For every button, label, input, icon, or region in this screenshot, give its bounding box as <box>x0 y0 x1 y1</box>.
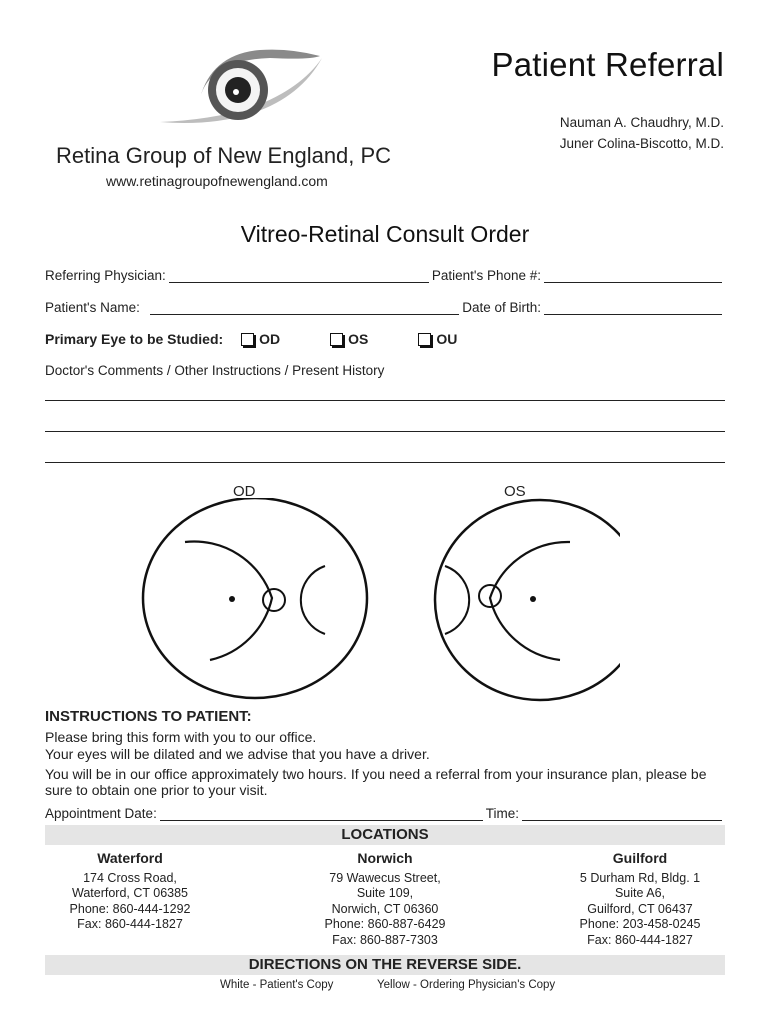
location-line: Fax: 860-444-1827 <box>587 932 693 947</box>
primary-eye-label: Primary Eye to be Studied: <box>45 331 224 347</box>
appointment-date-field[interactable] <box>160 807 483 821</box>
appointment-row <box>45 806 725 821</box>
referring-physician-label: Referring Physician: <box>45 268 166 283</box>
appointment-date-label: Appointment Date: <box>45 806 157 821</box>
checkbox-os-label: OS <box>348 331 369 347</box>
location-name: Waterford <box>97 850 163 866</box>
location-line: Norwich, CT 06360 <box>331 901 439 916</box>
location-waterford <box>50 851 210 933</box>
doctor-list <box>560 112 724 154</box>
checkbox-od-label: OD <box>259 331 281 347</box>
od-fundus-diagram <box>143 498 367 698</box>
patient-name-label: Patient's Name: <box>45 300 140 315</box>
website-link[interactable]: www.retinagroupofnewengland.com <box>106 173 328 189</box>
page-title: Patient Referral <box>491 46 724 83</box>
comments-line-1[interactable] <box>45 400 725 401</box>
patient-name-field[interactable] <box>150 301 459 315</box>
comments-line-2[interactable] <box>45 431 725 432</box>
dob-field[interactable] <box>544 301 722 315</box>
instruction-line: Please bring this form with you to our office. <box>45 729 317 745</box>
location-guilford <box>560 851 720 948</box>
location-name: Norwich <box>357 850 413 866</box>
patient-phone-field[interactable] <box>544 269 722 283</box>
time-field[interactable] <box>522 807 722 821</box>
referring-physician-row <box>45 268 725 283</box>
location-norwich <box>305 851 465 948</box>
locations-heading: LOCATIONS <box>45 825 725 845</box>
comments-label: Doctor's Comments / Other Instructions / Present History <box>45 363 385 378</box>
fundus-diagrams <box>140 498 620 708</box>
instructions-heading: INSTRUCTIONS TO PATIENT: <box>45 708 252 725</box>
location-line: Phone: 860-444-1292 <box>69 901 191 916</box>
location-line: Suite A6, <box>614 886 666 900</box>
dob-label: Date of Birth: <box>462 300 541 315</box>
od-label: OD <box>233 483 256 500</box>
practice-name: Retina Group of New England, PC <box>56 143 392 168</box>
location-line: Suite 109, <box>356 886 414 900</box>
primary-eye-row <box>45 331 457 347</box>
white-copy-label: White - Patient's Copy <box>220 979 334 991</box>
doctor-name: Nauman A. Chaudhry, M.D. <box>559 115 724 130</box>
referring-physician-field[interactable] <box>169 269 429 283</box>
checkbox-ou-label: OU <box>436 331 458 347</box>
comments-line-3[interactable] <box>45 462 725 463</box>
directions-banner: DIRECTIONS ON THE REVERSE SIDE. <box>45 955 725 975</box>
location-line: Fax: 860-887-7303 <box>332 932 438 947</box>
form-title: Vitreo-Retinal Consult Order <box>240 221 530 247</box>
location-line: Guilford, CT 06437 <box>587 901 693 916</box>
eye-logo-icon <box>150 48 330 138</box>
os-label: OS <box>504 483 526 500</box>
checkbox-icon <box>241 333 254 346</box>
instruction-line: sure to obtain one prior to your visit. <box>45 782 268 798</box>
checkbox-od[interactable] <box>241 331 280 347</box>
checkbox-ou[interactable] <box>418 331 457 347</box>
location-line: Waterford, CT 06385 <box>71 886 189 900</box>
checkbox-icon <box>418 333 431 346</box>
location-line: Phone: 203-458-0245 <box>579 917 701 931</box>
location-line: Fax: 860-444-1827 <box>77 917 183 931</box>
location-name: Guilford <box>612 850 668 866</box>
patient-phone-label: Patient's Phone #: <box>431 268 541 283</box>
yellow-copy-label: Yellow - Ordering Physician's Copy <box>377 979 556 991</box>
os-fundus-diagram <box>435 500 620 700</box>
location-line: 79 Wawecus Street, <box>329 870 441 885</box>
checkbox-icon <box>330 333 343 346</box>
location-line: 5 Durham Rd, Bldg. 1 <box>579 870 701 885</box>
checkbox-os[interactable] <box>330 331 368 347</box>
patient-name-row <box>45 300 725 315</box>
time-label: Time: <box>485 806 519 821</box>
location-line: Phone: 860-887-6429 <box>324 917 446 931</box>
instruction-line: You will be in our office approximately two hours. If you need a referral from your insurance plan, please be <box>45 766 707 782</box>
instruction-line: Your eyes will be dilated and we advise that you have a driver. <box>45 746 430 762</box>
location-line: 174 Cross Road, <box>83 870 177 885</box>
doctor-name: Juner Colina-Biscotto, M.D. <box>559 136 724 151</box>
